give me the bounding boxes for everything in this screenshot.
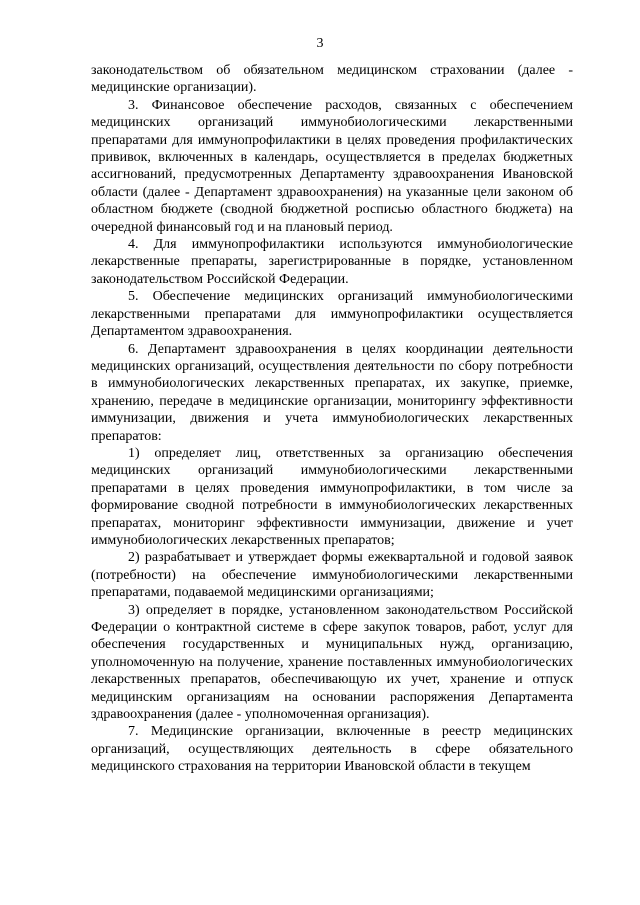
paragraph-clause-5: 5. Обеспечение медицинских организаций иммунобиологическими лекарственными препаратами для иммунопрофилактики осуществляется Департаментом здравоохранения. (91, 289, 573, 340)
paragraph-subclause-1: 1) определяет лиц, ответственных за организацию обеспечения медицинских организаций иммунобиологическими лекарственными препаратами в целях проведения иммунопрофилактики, в том числе за формирование сводной потребности в иммунобиологических лекарственных препаратах, мониторинг эффективности иммунизации, движение и учет иммунобиологических лекарственных препаратов; (91, 445, 573, 548)
page-number: 3 (316, 36, 324, 51)
paragraph-subclause-3: 3) определяет в порядке, установленном законодательством Российской Федерации о контрактной системе в сфере закупок товаров, работ, услуг для обеспечения государственных и муниципальных нужд, организацию, уполномоченную на получение, хранение поставленных иммунобиологических лекарственных препаратов, обеспечивающую их учет, хранение и отпуск медицинским организациям на основании распоряжения Департамента здравоохранения (далее - уполномоченная организация). (91, 602, 573, 723)
paragraph-clause-6: 6. Департамент здравоохранения в целях координации деятельности медицинских организаций, осуществления деятельности по сбору потребности в иммунобиологических лекарственных препаратах, их закупке, приемке, хранению, передаче в медицинские организации, мониторингу эффективности иммунизации, движения и учета иммунобиологических лекарственных препаратов: (91, 341, 573, 444)
paragraph-continuation: законодательством об обязательном медицинском страховании (далее - медицинские организации). (91, 63, 573, 96)
document-body (91, 62, 573, 776)
paragraph-subclause-2: 2) разрабатывает и утверждает формы ежеквартальной и годовой заявок (потребности) на обеспечение иммунобиологическими лекарственными препаратами, подаваемой медицинскими организациями; (91, 550, 573, 601)
paragraph-clause-7: 7. Медицинские организации, включенные в реестр медицинских организаций, осуществляющих деятельность в сфере обязательного медицинского страхования на территории Ивановской области в текущем (91, 724, 573, 775)
paragraph-clause-4: 4. Для иммунопрофилактики используются иммунобиологические лекарственные препараты, зарегистрированные в порядке, установленном законодательством Российской Федерации. (91, 237, 573, 287)
paragraph-clause-3: 3. Финансовое обеспечение расходов, связанных с обеспечением медицинских организаций иммунобиологическими лекарственными препаратами для иммунопрофилактики в целях проведения профилактических прививок, включенных в календарь, осуществляется в пределах бюджетных ассигнований, предусмотренных Департаменту здравоохранения Ивановской области (далее - Департамент здравоохранения) на указанные цели законом об областном бюджете (сводной бюджетной росписью областного бюджета) на очередной финансовый год и на плановый период. (91, 97, 573, 235)
